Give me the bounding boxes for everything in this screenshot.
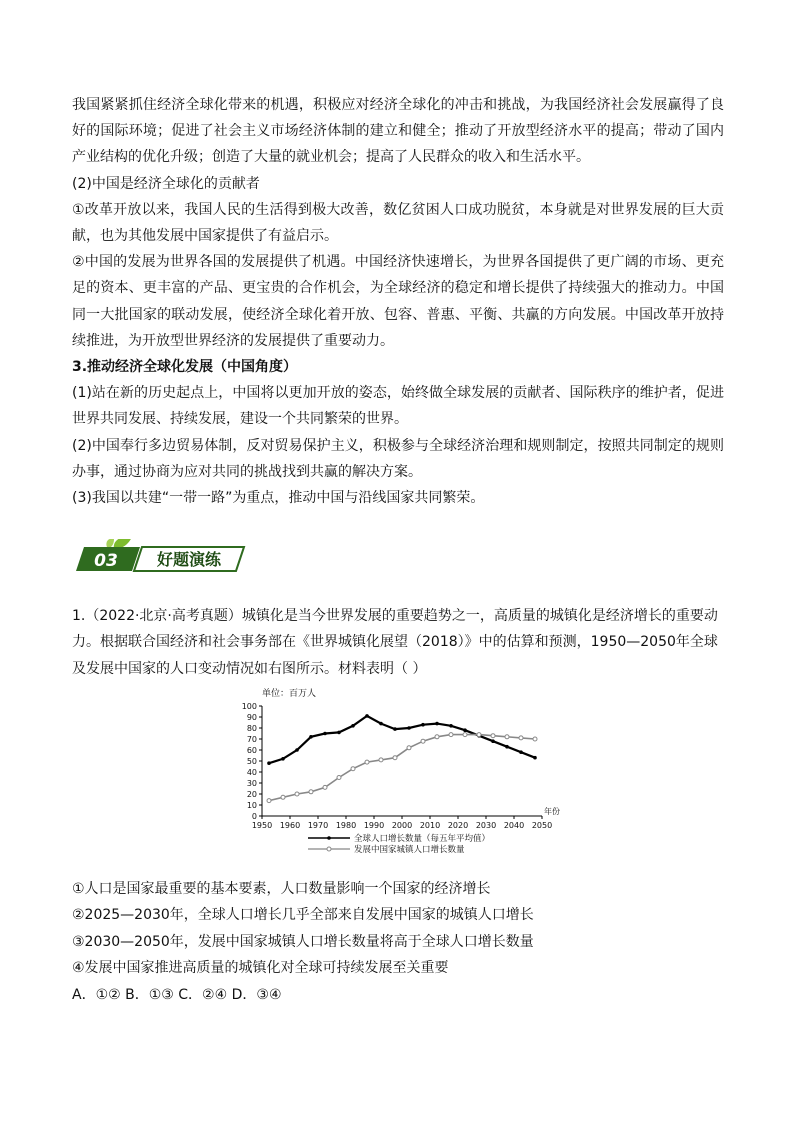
promote-heading: 3.推动经济全球化发展（中国角度） [72, 359, 298, 376]
chart-axes [242, 702, 560, 830]
series-1-point [351, 724, 355, 728]
intro-paragraph: 我国紧紧抓住经济全球化带来的机遇，积极应对经济全球化的冲击和挑战，为我国经济社会发展赢得了良好的国际环境；促进了社会主义市场经济体制的建立和健全；推动了开放型经济水平的提高；带动了国内产业结构的优化升级；创造了大量的就业机会；提高了人民群众的收入和生活水平。 [72, 97, 724, 166]
series-1-point [295, 748, 299, 752]
statement-4: ④发展中国家推进高质量的城镇化对全球可持续发展至关重要 [72, 960, 449, 977]
series-2-point [435, 735, 439, 739]
series-1-point [519, 750, 523, 754]
series-1-point [365, 714, 369, 718]
contrib-heading: (2)中国是经济全球化的贡献者 [72, 175, 260, 192]
y-tick-label: 100 [241, 701, 257, 711]
x-tick-label: 1960 [279, 820, 301, 830]
series-1-point [421, 723, 425, 727]
document-body [72, 92, 724, 1008]
series-2-point [267, 798, 271, 802]
question-stem: 1.（2022·北京·高考真题）城镇化是当今世界发展的重要趋势之一，高质量的城镇化是经济增长的重要动力。根据联合国经济和社会事务部在《世界城镇化展望（2018）》中的估算和预测，1950—2050年全球及发展中国家的人口变动情况如右图所示。材料表明（ ） [72, 608, 718, 677]
y-tick-label: 30 [246, 778, 257, 788]
statement-1: ①人口是国家最重要的基本要素，人口数量影响一个国家的经济增长 [72, 880, 491, 897]
chart-series-layer [267, 714, 537, 803]
chart-unit-label: 单位：百万人 [262, 688, 317, 699]
series-1-point [463, 728, 467, 732]
x-unit-label: 年份 [544, 806, 560, 816]
statement-2: ②2025—2030年，全球人口增长几乎全部来自发展中国家的城镇人口增长 [72, 907, 534, 924]
contrib-point-2: ②中国的发展为世界各国的发展提供了机遇。中国经济快速增长，为世界各国提供了更广阔的市场、更充足的资本、更丰富的产品、更宝贵的合作机会，为全球经济的稳定和增长提供了持续强大的推动力。中国同一大批国家的联动发展，使经济全球化着开放、包容、普惠、平衡、共赢的方向发展。中国改革开放持续推进，为开放型世界经济的发展提供了重要动力。 [72, 254, 724, 349]
series-2-point [449, 732, 453, 736]
promote-point-1: (1)站在新的历史起点上，中国将以更加开放的姿态，始终做全球发展的贡献者、国际秩序的维护者，促进世界共同发展、持续发展，建设一个共同繁荣的世界。 [72, 385, 724, 428]
series-2-point [533, 737, 537, 741]
chart-legend [308, 833, 490, 855]
y-tick-label: 70 [246, 734, 257, 744]
legend-label-2: 发展中国家城镇人口增长数量 [354, 844, 465, 855]
series-2-point [281, 795, 285, 799]
contrib-point-1: ①改革开放以来，我国人民的生活得到极大改善，数亿贫困人口成功脱贫，本身就是对世界发展的巨大贡献，也为其他发展中国家提供了有益启示。 [72, 201, 724, 245]
y-tick-label: 0 [251, 811, 257, 821]
series-2-point [519, 736, 523, 740]
series-2-point [351, 767, 355, 771]
series-1-point [491, 739, 495, 743]
y-tick-label: 20 [246, 789, 257, 799]
series-2-point [295, 792, 299, 796]
promote-point-2: (2)中国奉行多边贸易体制，反对贸易保护主义，积极参与全球经济治理和规则制定，按照共同制定的规则办事，通过协商为应对共同的挑战找到共赢的解决方案。 [72, 437, 724, 480]
series-2-point [477, 732, 481, 736]
series-1-point [449, 724, 453, 728]
legend-marker-2 [327, 847, 331, 851]
x-tick-label: 2050 [531, 820, 553, 830]
series-1-point [281, 757, 285, 761]
series-1-point [505, 745, 509, 749]
series-1-point [323, 732, 327, 736]
section-banner-graphic [74, 539, 254, 573]
y-tick-label: 60 [246, 745, 257, 755]
series-2-point [365, 760, 369, 764]
statement-3: ③2030—2050年，发展中国家城镇人口增长数量将高于全球人口增长数量 [72, 933, 534, 950]
series-1-point [393, 727, 397, 731]
series-1-point [435, 722, 439, 726]
legend-marker-1 [327, 836, 331, 840]
population-chart [232, 686, 724, 868]
promote-point-3: (3)我国以共建“一带一路”为重点，推动中国与沿线国家共同繁荣。 [72, 490, 485, 507]
series-2-point [393, 756, 397, 760]
series-1-point [267, 761, 271, 765]
series-1-point [407, 726, 411, 730]
y-tick-label: 40 [246, 767, 257, 777]
y-tick-label: 80 [246, 723, 257, 733]
series-2-point [505, 735, 509, 739]
x-tick-label: 2020 [447, 820, 469, 830]
series-2-point [407, 746, 411, 750]
series-2-point [323, 785, 327, 789]
series-2-point [379, 758, 383, 762]
series-2-point [421, 739, 425, 743]
y-tick-label: 90 [246, 712, 257, 722]
section-title: 好题演练 [156, 550, 222, 570]
series-line-1 [269, 716, 535, 763]
series-1-point [309, 735, 313, 739]
section-number: 03 [94, 551, 118, 572]
series-1-point [379, 722, 383, 726]
x-tick-label: 1990 [363, 820, 385, 830]
chart-svg [232, 686, 582, 864]
y-tick-label: 50 [246, 756, 257, 766]
x-tick-label: 2010 [419, 820, 441, 830]
x-tick-label: 1970 [307, 820, 329, 830]
series-2-point [491, 734, 495, 738]
x-tick-label: 1950 [251, 820, 273, 830]
x-tick-label: 1980 [335, 820, 357, 830]
answer-options: A．①② B．①③ C．②④ D．③④ [72, 986, 282, 1003]
x-tick-label: 2030 [475, 820, 497, 830]
series-1-point [337, 730, 341, 734]
series-2-point [309, 790, 313, 794]
y-tick-label: 10 [246, 800, 257, 810]
x-tick-label: 2000 [391, 820, 413, 830]
series-2-point [463, 732, 467, 736]
x-tick-label: 2040 [503, 820, 525, 830]
section-banner [72, 533, 724, 573]
series-1-point [533, 756, 537, 760]
series-2-point [337, 775, 341, 779]
legend-label-1: 全球人口增长数量（每五年平均值） [354, 833, 491, 844]
